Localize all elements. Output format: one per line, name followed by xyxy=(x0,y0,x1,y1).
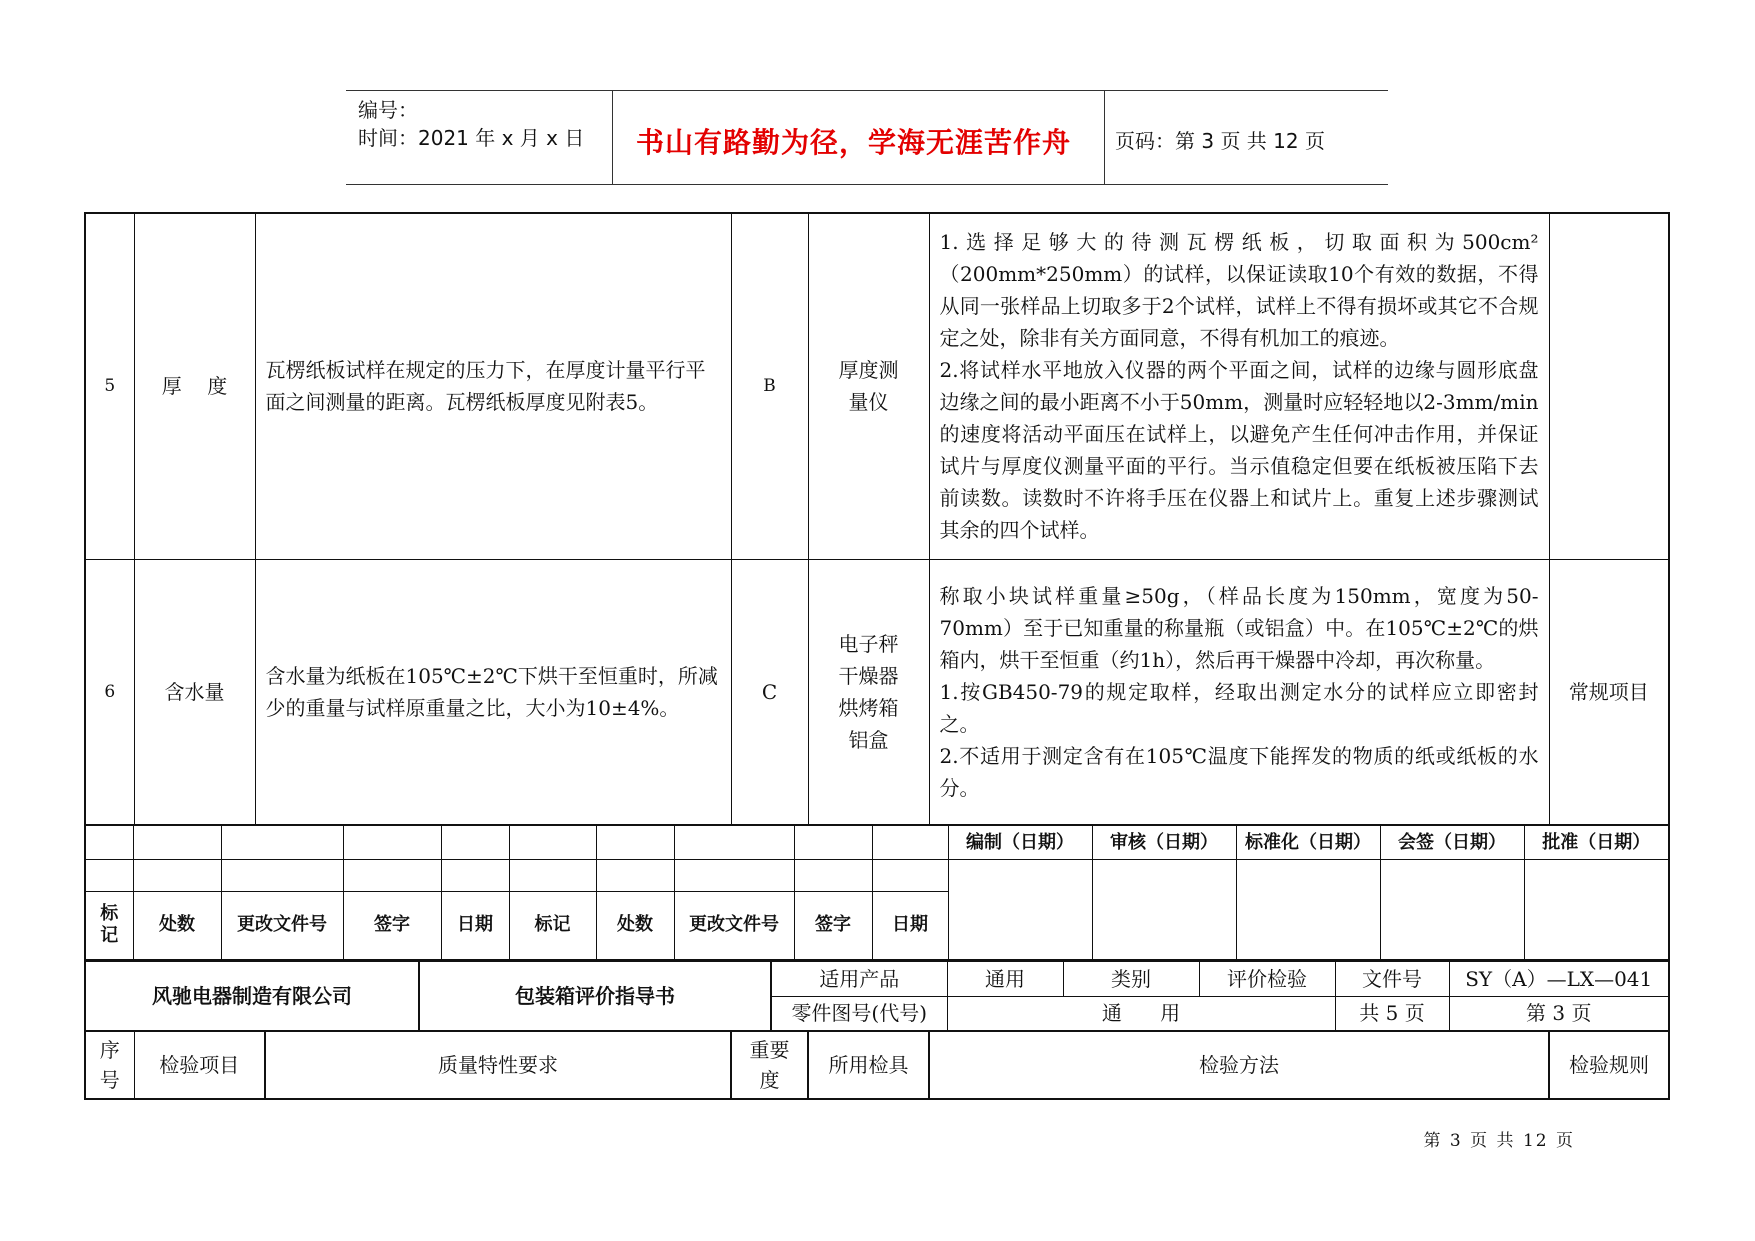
current-page: 第 3 页 xyxy=(1449,996,1669,1031)
tool-item: 铝盒 xyxy=(848,727,889,752)
table-row xyxy=(85,559,1669,825)
change-record-label: 处数 xyxy=(596,892,674,960)
tool-item: 干燥器 xyxy=(838,663,899,688)
method-step: 1.按GB450-79的规定取样，经取出测定水分的试样应立即密封之。 xyxy=(939,679,1539,736)
row-method xyxy=(929,213,1549,559)
approval-label: 会签（日期） xyxy=(1380,826,1524,860)
page-info: 页码：第 3 页 共 12 页 xyxy=(1115,129,1325,153)
approval-label: 批准（日期） xyxy=(1524,826,1669,860)
change-record-label: 签字 xyxy=(794,892,872,960)
tool-item: 电子秤 xyxy=(838,631,899,656)
row-importance: B xyxy=(731,213,808,559)
tool-item: 烘烤箱 xyxy=(838,695,899,720)
approval-label: 审核（日期） xyxy=(1092,826,1236,860)
row-tool: 厚度测量仪 xyxy=(808,213,929,559)
part-number-value: 通 用 xyxy=(947,996,1335,1031)
change-record-label: 标记 xyxy=(85,892,133,960)
header-bottom-rule xyxy=(346,184,1388,185)
row-seq: 5 xyxy=(85,213,134,559)
company-name: 风驰电器制造有限公司 xyxy=(85,961,419,1031)
page-footer: 第 3 页 共 12 页 xyxy=(1423,1131,1575,1151)
applicable-product-label: 适用产品 xyxy=(771,961,947,996)
approval-label: 编制（日期） xyxy=(948,826,1092,860)
approval-header-row xyxy=(85,826,1669,860)
change-record-label: 日期 xyxy=(872,892,948,960)
row-requirement: 含水量为纸板在105℃±2℃下烘干至恒重时，所减少的重量与试样原重量之比，大小为10±4%。 xyxy=(255,559,731,825)
change-record-label: 处数 xyxy=(133,892,221,960)
header-divider-left xyxy=(612,90,613,184)
method-step: 1.选择足够大的待测瓦楞纸板，切取面积为500cm²（200mm*250mm）的试样，以保证读取10个有效的数据，不得从同一张样品上切取多于2个试样，试样上不得有损坏或其它不合规定之处，除非有关方面同意，不得有机加工的痕迹。 xyxy=(939,230,1539,351)
table-row xyxy=(85,213,1669,559)
document-number-label: 编号： xyxy=(358,98,418,122)
column-header-table xyxy=(84,1030,1670,1100)
title-block xyxy=(84,960,1670,1032)
change-record-label: 日期 xyxy=(441,892,509,960)
approval-label: 标准化（日期） xyxy=(1236,826,1380,860)
document-date: 时间：2021 年 x 月 x 日 xyxy=(358,126,585,150)
method-step: 2.将试样水平地放入仪器的两个平面之间，试样的边缘与圆形底盘边缘之间的最小距离不小于50mm，测量时应轻轻地以2-3mm/min的速度将活动平面压在试样上，以避免产生任何冲击作用，并保证试片与厚度仪测量平面的平行。当示值稳定但要在纸板被压陷下去前读数。读数时不许将手压在仪器上和试片上。重复上述步骤测试其余的四个试样。 xyxy=(939,358,1539,543)
row-rule: 常规项目 xyxy=(1549,559,1669,825)
motto-text: 书山有路勤为径，学海无涯苦作舟 xyxy=(636,126,1072,159)
column-header-rule: 检验规则 xyxy=(1549,1031,1669,1099)
column-header-tool: 所用检具 xyxy=(808,1031,929,1099)
method-step: 称取小块试样重量≥50g，（样品长度为150mm，宽度为50-70mm）至于已知重量的称量瓶（或铝盒）中。在105℃±2℃的烘箱内，烘干至恒重（约1h），然后再干燥器中冷却，再次称量。 xyxy=(939,583,1539,672)
column-header-importance: 重要度 xyxy=(731,1031,808,1099)
header-divider-right xyxy=(1104,90,1105,184)
row-seq: 6 xyxy=(85,559,134,825)
column-header-requirement: 质量特性要求 xyxy=(265,1031,731,1099)
change-record-label: 标记 xyxy=(509,892,596,960)
row-requirement: 瓦楞纸板试样在规定的压力下，在厚度计量平行平面之间测量的距离。瓦楞纸板厚度见附表5。 xyxy=(255,213,731,559)
total-pages: 共 5 页 xyxy=(1335,996,1449,1031)
row-item: 厚 度 xyxy=(134,213,255,559)
row-item: 含水量 xyxy=(134,559,255,825)
column-header-method: 检验方法 xyxy=(929,1031,1549,1099)
document-title: 包装箱评价指导书 xyxy=(419,961,771,1031)
change-record-table xyxy=(84,825,1670,961)
change-record-label: 签字 xyxy=(343,892,441,960)
inspection-table xyxy=(84,212,1670,826)
title-block-row xyxy=(85,961,1669,996)
column-header-item: 检验项目 xyxy=(134,1031,265,1099)
header-top-rule xyxy=(346,90,1388,91)
part-number-label: 零件图号(代号) xyxy=(771,996,947,1031)
change-record-label: 更改文件号 xyxy=(221,892,343,960)
category-value: 评价检验 xyxy=(1199,961,1335,996)
row-importance: C xyxy=(731,559,808,825)
change-record-blank-row xyxy=(85,860,1669,892)
file-number-label: 文件号 xyxy=(1335,961,1449,996)
category-label: 类别 xyxy=(1063,961,1199,996)
row-method xyxy=(929,559,1549,825)
row-tool xyxy=(808,559,929,825)
row-rule xyxy=(1549,213,1669,559)
column-header-row xyxy=(85,1031,1669,1099)
column-header-seq: 序号 xyxy=(85,1031,134,1099)
applicable-product-value: 通用 xyxy=(947,961,1063,996)
change-record-label: 更改文件号 xyxy=(674,892,794,960)
file-number-value: SY（A）—LX—041 xyxy=(1449,961,1669,996)
method-step: 2.不适用于测定含有在105℃温度下能挥发的物质的纸或纸板的水分。 xyxy=(939,743,1539,800)
